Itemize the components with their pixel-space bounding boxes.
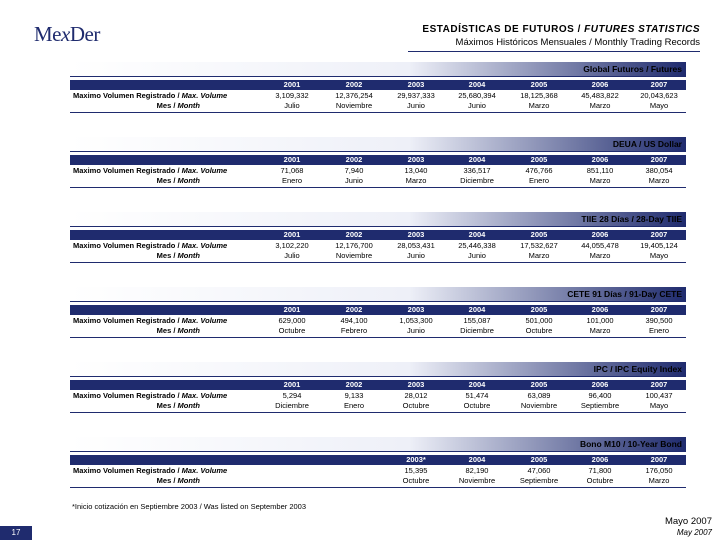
- row-label-month: Mes / Month: [156, 176, 200, 185]
- section-title: IPC / IPC Equity Index: [593, 364, 682, 374]
- row-label-month: Mes / Month: [156, 476, 200, 485]
- volume-value: 29,937,333: [397, 91, 435, 100]
- volume-value: 7,940: [344, 166, 364, 175]
- year-header-row: [70, 305, 686, 315]
- year-header: 2004: [468, 305, 486, 314]
- section-title: DEUA / US Dollar: [612, 139, 682, 149]
- volume-value: 82,190: [465, 466, 489, 475]
- month-value: Julio: [284, 251, 300, 260]
- row-label-month: Mes / Month: [156, 101, 200, 110]
- month-value: Mayo: [649, 251, 669, 260]
- volume-value: 28,012: [404, 391, 428, 400]
- year-header: 2001: [283, 305, 301, 314]
- row-label-month: Mes / Month: [156, 326, 200, 335]
- month-value: Junio: [407, 326, 425, 335]
- section-title-rule: [70, 451, 686, 452]
- section-title-rule: [70, 76, 686, 77]
- year-header: 2003: [407, 230, 425, 239]
- month-value: Marzo: [648, 176, 670, 185]
- volume-value: 63,089: [527, 391, 551, 400]
- year-header: 2006: [591, 155, 609, 164]
- year-header: 2007: [650, 305, 668, 314]
- year-header: 2002: [345, 155, 363, 164]
- year-header: 2004: [468, 455, 486, 464]
- month-value: Septiembre: [580, 401, 620, 410]
- row-label-volume: Maximo Volumen Registrado / Max. Volume: [73, 241, 228, 250]
- volume-value: 100,437: [645, 391, 673, 400]
- year-header: 2005: [530, 155, 548, 164]
- section-bottom-rule: [70, 487, 686, 488]
- year-header: 2004: [468, 230, 486, 239]
- month-value: Febrero: [340, 326, 368, 335]
- year-header: 2007: [650, 230, 668, 239]
- volume-value: 96,400: [588, 391, 612, 400]
- month-value: Octubre: [463, 401, 491, 410]
- year-header: 2007: [650, 380, 668, 389]
- page-title: ESTADÍSTICAS DE FUTUROS / FUTURES STATISTICS: [422, 24, 700, 35]
- month-value: Mayo: [649, 401, 669, 410]
- section-title: TIIE 28 Días / 28-Day TIIE: [581, 214, 682, 224]
- month-value: Marzo: [589, 251, 611, 260]
- volume-value: 45,483,822: [581, 91, 619, 100]
- page-subtitle: Máximos Históricos Mensuales / Monthly Trading Records: [455, 37, 700, 48]
- year-header: 2007: [650, 80, 668, 89]
- mexder-logo: MexDer: [34, 22, 100, 46]
- volume-value: 380,054: [645, 166, 673, 175]
- month-value: Octubre: [402, 401, 430, 410]
- row-label-month: Mes / Month: [156, 251, 200, 260]
- year-header: 2001: [283, 380, 301, 389]
- volume-value: 13,040: [404, 166, 428, 175]
- year-header: 2003: [407, 155, 425, 164]
- volume-value: 19,405,124: [640, 241, 678, 250]
- section-title: Global Futuros / Futures: [583, 64, 682, 74]
- month-value: Octubre: [586, 476, 614, 485]
- volume-value: 336,517: [463, 166, 491, 175]
- date-spanish: Mayo 2007: [664, 516, 712, 527]
- month-value: Septiembre: [519, 476, 559, 485]
- month-value: Diciembre: [460, 176, 494, 185]
- year-header: 2007: [650, 155, 668, 164]
- month-value: Enero: [648, 326, 669, 335]
- volume-value: 3,102,220: [275, 241, 309, 250]
- volume-value: 15,395: [404, 466, 428, 475]
- month-value: Diciembre: [460, 326, 494, 335]
- year-header-row: [70, 80, 686, 90]
- year-header-row: [70, 155, 686, 165]
- section-bottom-rule: [70, 112, 686, 113]
- year-header: 2005: [530, 80, 548, 89]
- year-header-row: [70, 455, 686, 465]
- year-header: 2004: [468, 380, 486, 389]
- year-header: 2004: [468, 80, 486, 89]
- year-header: 2005: [530, 455, 548, 464]
- year-header: 2003*: [406, 455, 426, 464]
- year-header: 2002: [345, 80, 363, 89]
- row-label-volume: Maximo Volumen Registrado / Max. Volume: [73, 166, 228, 175]
- section-title-rule: [70, 376, 686, 377]
- month-value: Octubre: [278, 326, 306, 335]
- volume-value: 176,050: [645, 466, 673, 475]
- year-header: 2004: [468, 155, 486, 164]
- volume-value: 71,068: [280, 166, 304, 175]
- year-header: 2002: [345, 305, 363, 314]
- volume-value: 476,766: [525, 166, 553, 175]
- month-value: Marzo: [589, 101, 611, 110]
- month-value: Julio: [284, 101, 300, 110]
- year-header: 2003: [407, 80, 425, 89]
- year-header: 2002: [345, 230, 363, 239]
- volume-value: 101,000: [586, 316, 614, 325]
- year-header: 2005: [530, 230, 548, 239]
- header-divider: [408, 51, 700, 52]
- year-header: 2002: [345, 380, 363, 389]
- month-value: Enero: [281, 176, 302, 185]
- volume-value: 18,125,368: [520, 91, 558, 100]
- volume-value: 51,474: [465, 391, 489, 400]
- month-value: Mayo: [649, 101, 669, 110]
- year-header: 2006: [591, 455, 609, 464]
- month-value: Junio: [468, 101, 486, 110]
- section-bottom-rule: [70, 412, 686, 413]
- page-number: 17: [0, 526, 32, 540]
- month-value: Octubre: [402, 476, 430, 485]
- volume-value: 25,680,394: [458, 91, 496, 100]
- month-value: Junio: [345, 176, 363, 185]
- section-title-rule: [70, 151, 686, 152]
- year-header: 2001: [283, 230, 301, 239]
- volume-value: 390,500: [645, 316, 673, 325]
- section-title-bar: [70, 137, 686, 152]
- volume-value: 851,110: [586, 166, 614, 175]
- row-label-volume: Maximo Volumen Registrado / Max. Volume: [73, 391, 228, 400]
- year-header: 2006: [591, 230, 609, 239]
- volume-value: 3,109,332: [275, 91, 309, 100]
- month-value: Marzo: [528, 251, 550, 260]
- month-value: Marzo: [589, 176, 611, 185]
- year-header: 2007: [650, 455, 668, 464]
- section-bottom-rule: [70, 187, 686, 188]
- year-header: 2001: [283, 80, 301, 89]
- month-value: Junio: [407, 251, 425, 260]
- row-label-volume: Maximo Volumen Registrado / Max. Volume: [73, 466, 228, 475]
- volume-value: 494,100: [340, 316, 368, 325]
- month-value: Marzo: [528, 101, 550, 110]
- volume-value: 20,043,623: [640, 91, 678, 100]
- volume-value: 44,055,478: [581, 241, 619, 250]
- year-header: 2006: [591, 380, 609, 389]
- month-value: Marzo: [589, 326, 611, 335]
- year-header: 2001: [283, 155, 301, 164]
- month-value: Noviembre: [520, 401, 558, 410]
- section-title-rule: [70, 301, 686, 302]
- date-english: May 2007: [676, 528, 712, 537]
- year-header: 2003: [407, 305, 425, 314]
- month-value: Enero: [528, 176, 549, 185]
- volume-value: 629,000: [278, 316, 306, 325]
- volume-value: 1,053,300: [399, 316, 433, 325]
- row-label-volume: Maximo Volumen Registrado / Max. Volume: [73, 316, 228, 325]
- row-label-volume: Maximo Volumen Registrado / Max. Volume: [73, 91, 228, 100]
- volume-value: 25,446,338: [458, 241, 496, 250]
- volume-value: 501,000: [525, 316, 553, 325]
- month-value: Noviembre: [458, 476, 496, 485]
- month-value: Diciembre: [275, 401, 309, 410]
- volume-value: 12,176,700: [335, 241, 373, 250]
- month-value: Noviembre: [335, 101, 373, 110]
- row-label-month: Mes / Month: [156, 401, 200, 410]
- year-header: 2005: [530, 305, 548, 314]
- year-header: 2006: [591, 305, 609, 314]
- year-header: 2006: [591, 80, 609, 89]
- volume-value: 47,060: [527, 466, 551, 475]
- year-header-row: [70, 380, 686, 390]
- volume-value: 9,133: [344, 391, 364, 400]
- year-header-row: [70, 230, 686, 240]
- footnote: *Inicio cotización en Septiembre 2003 / Was listed on September 2003: [72, 502, 307, 511]
- volume-value: 155,087: [463, 316, 491, 325]
- month-value: Octubre: [525, 326, 553, 335]
- year-header: 2003: [407, 380, 425, 389]
- volume-value: 17,532,627: [520, 241, 558, 250]
- section-bottom-rule: [70, 337, 686, 338]
- year-header: 2005: [530, 380, 548, 389]
- month-value: Noviembre: [335, 251, 373, 260]
- section-title: CETE 91 Días / 91-Day CETE: [567, 289, 682, 299]
- month-value: Marzo: [405, 176, 427, 185]
- month-value: Enero: [343, 401, 364, 410]
- volume-value: 28,053,431: [397, 241, 435, 250]
- section-bottom-rule: [70, 262, 686, 263]
- volume-value: 12,376,254: [335, 91, 373, 100]
- volume-value: 5,294: [282, 391, 302, 400]
- section-title-rule: [70, 226, 686, 227]
- month-value: Junio: [407, 101, 425, 110]
- volume-value: 71,800: [588, 466, 612, 475]
- section-title: Bono M10 / 10-Year Bond: [579, 439, 682, 449]
- month-value: Junio: [468, 251, 486, 260]
- month-value: Marzo: [648, 476, 670, 485]
